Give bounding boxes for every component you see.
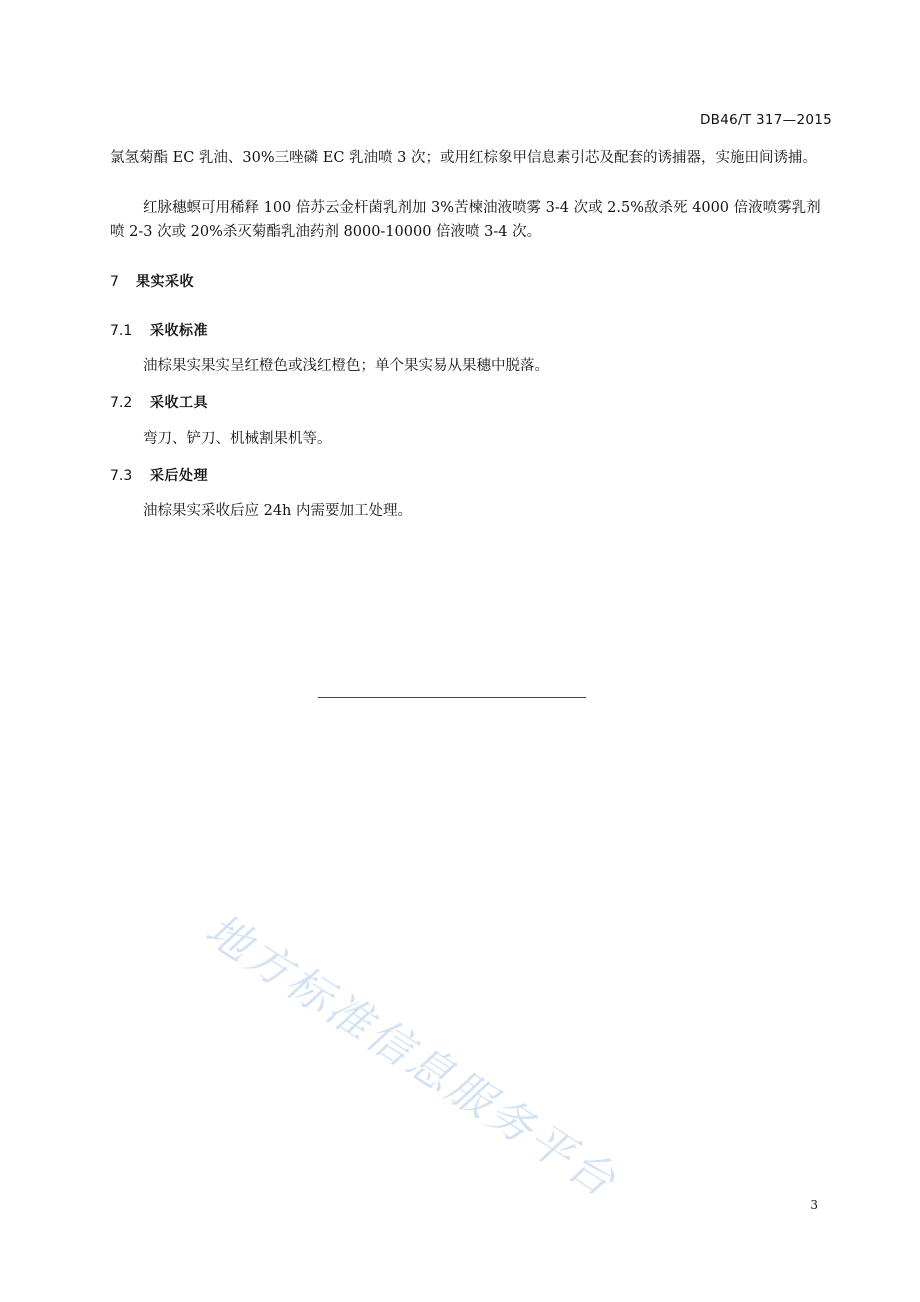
section-7-2-body: 弯刀、铲刀、机械割果机等。 [143,431,332,447]
watermark: 地方标准信息服务平台 [196,904,627,1209]
page-number: 3 [810,1198,818,1212]
section-7-heading [110,271,194,291]
section-number: 7.2 [110,395,133,411]
section-title: 采收标准 [150,323,208,339]
paragraph-continued: 氯氢菊酯 EC 乳油、30%三唑磷 EC 乳油喷 3 次；或用红棕象甲信息素引芯及配套的诱捕器，实施田间诱捕。 [110,150,817,166]
standard-code: DB46/T 317—2015 [699,112,832,128]
paragraph-red-mite-control: 红脉穗螟可用稀释 100 倍苏云金杆菌乳剂加 3%苦楝油液喷雾 3-4 次或 2.5%敌杀死 4000 倍液喷雾乳剂喷 2-3 次或 20%杀灭菊酯乳油药剂 8000-10000 倍液喷 3-4 次。 [110,200,821,240]
section-7-1-body: 油棕果实果实呈红橙色或浅红橙色；单个果实易从果穗中脱落。 [143,358,549,374]
section-7-3-body: 油棕果实采收后应 24h 内需要加工处理。 [143,503,413,519]
section-7-1-heading [110,320,208,340]
section-title: 采收工具 [150,395,208,411]
section-title: 采后处理 [150,468,208,484]
section-number: 7.1 [110,323,133,339]
section-title: 果实采收 [136,274,194,290]
section-number: 7.3 [110,468,133,484]
end-of-document-rule [318,697,586,698]
section-7-3-heading [110,465,208,485]
section-number: 7 [110,274,119,290]
section-7-2-heading [110,392,208,412]
